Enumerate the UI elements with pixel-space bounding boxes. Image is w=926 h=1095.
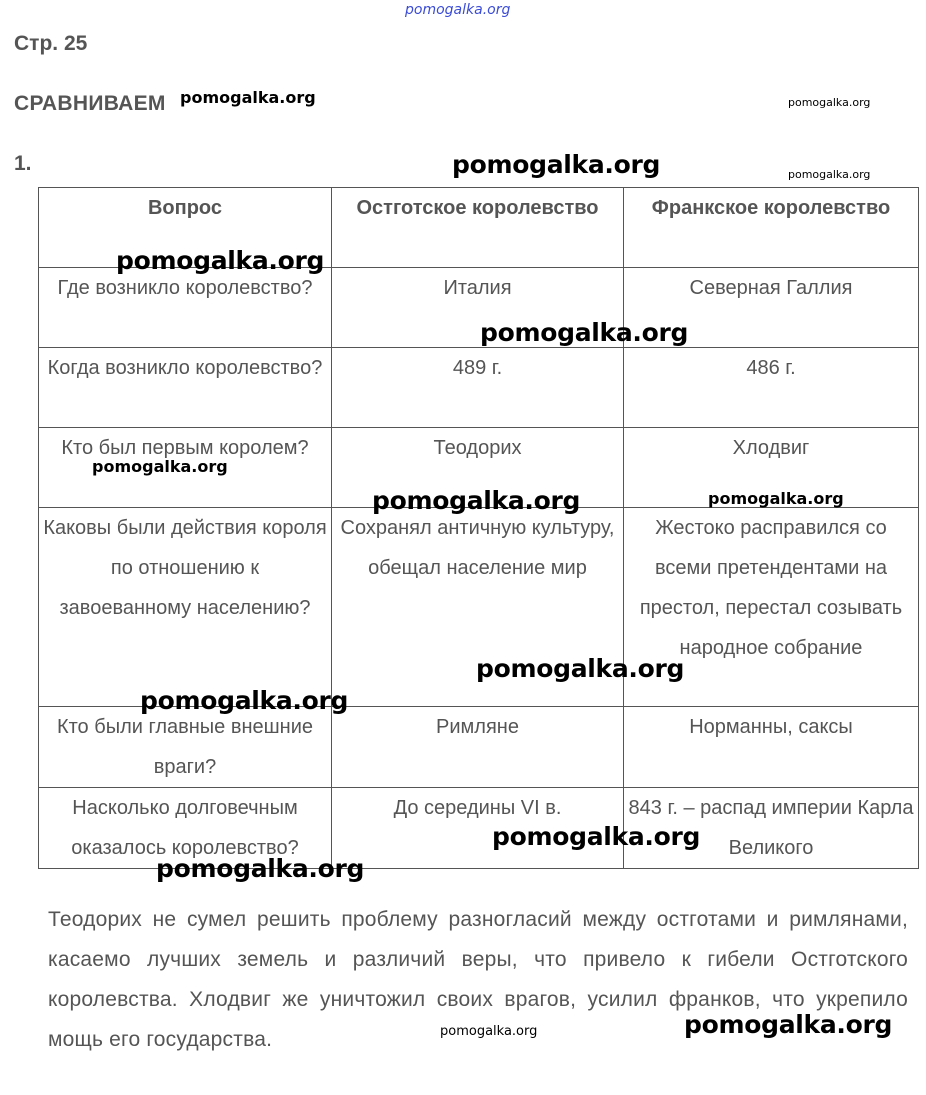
- cell-frankish: 486 г.: [624, 348, 919, 428]
- watermark: pomogalka.org: [452, 150, 661, 179]
- watermark: pomogalka.org: [116, 246, 325, 275]
- watermark: pomogalka.org: [140, 686, 349, 715]
- cell-frankish: Северная Галлия: [624, 268, 919, 348]
- watermark: pomogalka.org: [92, 457, 228, 476]
- watermark: pomogalka.org: [405, 2, 511, 18]
- page-label: Стр. 25: [14, 32, 88, 55]
- conclusion-text: Теодорих не сумел решить проблему разногласий между остготами и римлянами, касаемо лучших земель и различий веры, что привело к гибели Остготского королевства. Хлодвиг же уничтожил своих врагов, усилил франков, что укрепило мощь его государства.: [48, 908, 908, 1051]
- watermark: pomogalka.org: [788, 96, 871, 109]
- watermark: pomogalka.org: [492, 822, 701, 851]
- cell-question: Насколько долговечным оказалось королевство?: [39, 788, 332, 869]
- watermark: pomogalka.org: [180, 88, 316, 107]
- cell-question: Кто был первым королем?: [39, 428, 332, 508]
- cell-ostrogoth: Италия: [332, 268, 624, 348]
- cell-frankish: Жестоко расправился со всеми претендентами на престол, перестал созывать народное собрание: [624, 508, 919, 707]
- watermark: pomogalka.org: [684, 1010, 893, 1039]
- watermark: pomogalka.org: [476, 654, 685, 683]
- cell-question: Кто были главные внешние враги?: [39, 707, 332, 788]
- cell-frankish: Норманны, саксы: [624, 707, 919, 788]
- header-frankish: Франкское королевство: [624, 188, 919, 268]
- watermark: pomogalka.org: [788, 168, 871, 181]
- cell-ostrogoth: До середины VI в.: [332, 788, 624, 869]
- cell-ostrogoth: Сохранял античную культуру, обещал население мир: [332, 508, 624, 707]
- cell-question: Когда возникло королевство?: [39, 348, 332, 428]
- comparison-table: [38, 187, 919, 869]
- cell-frankish: 843 г. – распад империи Карла Великого: [624, 788, 919, 869]
- cell-ostrogoth: 489 г.: [332, 348, 624, 428]
- table-row: [39, 268, 919, 348]
- section-title: СРАВНИВАЕМ: [14, 92, 166, 115]
- watermark: pomogalka.org: [480, 318, 689, 347]
- watermark: pomogalka.org: [372, 486, 581, 515]
- table-row: [39, 348, 919, 428]
- header-question: Вопрос: [39, 188, 332, 268]
- watermark: pomogalka.org: [440, 1024, 538, 1039]
- watermark: pomogalka.org: [156, 854, 365, 883]
- watermark: pomogalka.org: [708, 489, 844, 508]
- header-ostrogoth: Остготское королевство: [332, 188, 624, 268]
- cell-ostrogoth: Теодорих: [332, 428, 624, 508]
- cell-ostrogoth: Римляне: [332, 707, 624, 788]
- cell-question: Где возникло королевство?: [39, 268, 332, 348]
- cell-question: Каковы были действия короля по отношению к завоеванному населению?: [39, 508, 332, 707]
- cell-frankish: Хлодвиг: [624, 428, 919, 508]
- question-number: 1.: [14, 152, 32, 175]
- table-row: [39, 707, 919, 788]
